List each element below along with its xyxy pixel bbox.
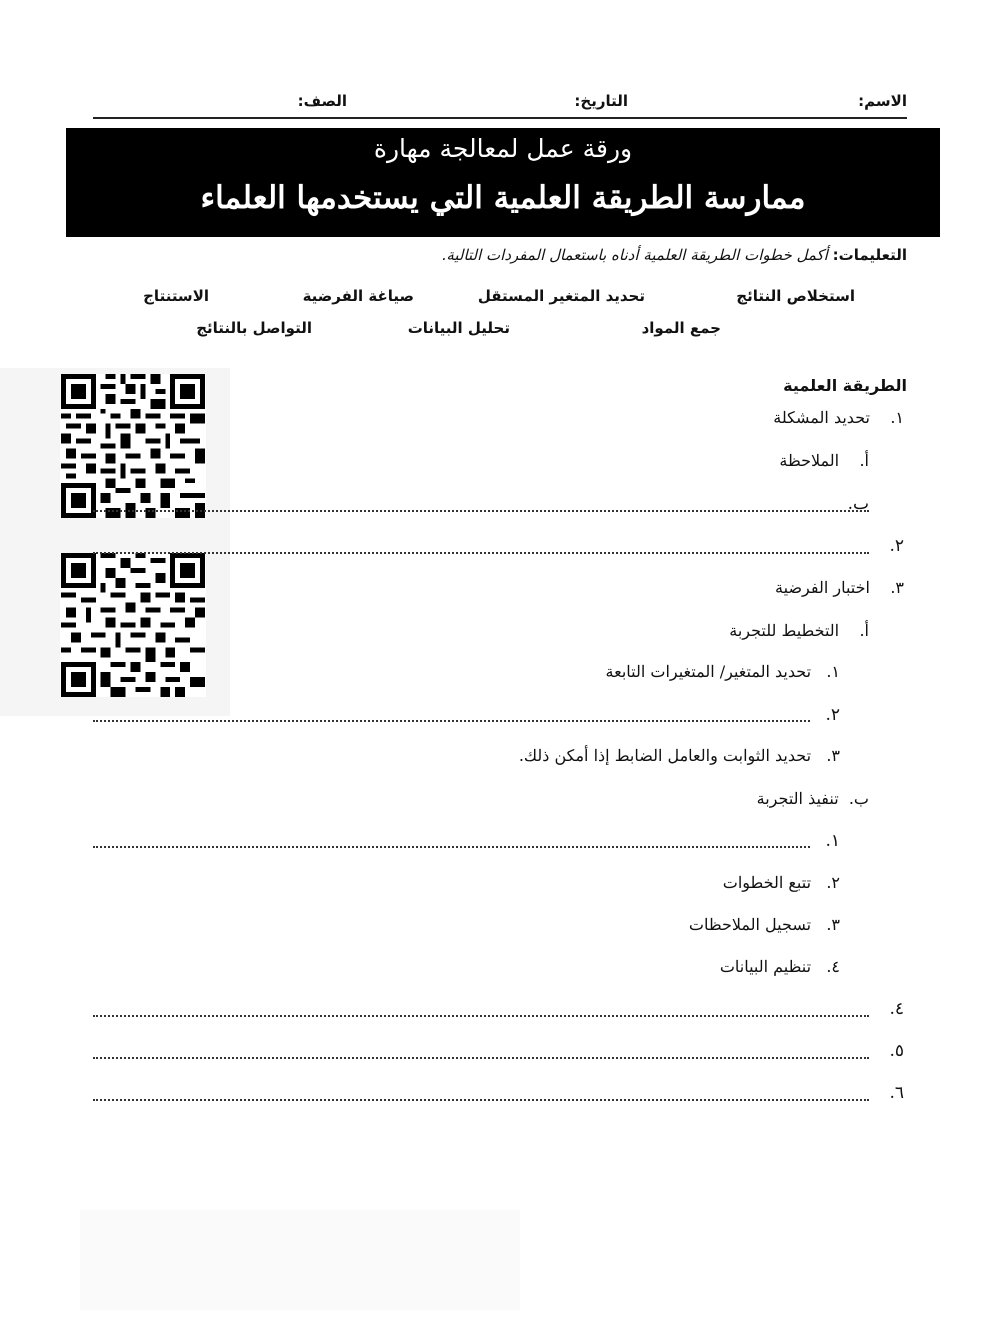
step-3b2 <box>723 873 840 892</box>
qr-code-icon <box>60 553 206 697</box>
step-number: ٣. <box>826 915 840 934</box>
instructions-label: التعليمات: <box>832 246 907 264</box>
class-label: الصف: <box>297 92 347 110</box>
step-number: ٢. <box>826 873 840 892</box>
answer-blank[interactable] <box>93 552 869 554</box>
step-number: ١. <box>825 831 840 851</box>
step-number: ٣. <box>826 746 840 765</box>
answer-blank[interactable] <box>93 510 869 512</box>
step-1a <box>779 451 869 470</box>
vocab-item: تحديد المتغير المستقل <box>477 287 645 305</box>
answer-blank[interactable] <box>93 1099 869 1101</box>
step-3a <box>729 621 869 640</box>
step-3b3 <box>689 915 840 934</box>
instructions-text: أكمل خطوات الطريقة العلمية أدناه باستعمال المفردات التالية. <box>441 246 828 264</box>
worksheet-title: ورقة عمل لمعالجة مهارة <box>373 134 633 163</box>
vocab-item: الاستنتاج <box>143 287 209 305</box>
step-text: تسجيل الملاحظات <box>688 915 812 934</box>
title-banner <box>66 128 940 237</box>
section-title: الطريقة العلمية <box>783 376 907 395</box>
step-number: أ. <box>859 451 869 470</box>
step-number: ٥. <box>889 1041 904 1061</box>
step-text: تنفيذ التجربة <box>756 789 839 808</box>
answer-blank[interactable] <box>93 720 810 722</box>
step-number: ٤. <box>889 999 904 1019</box>
instructions <box>442 246 907 264</box>
step-number: ٣. <box>890 578 904 597</box>
step-number: ٤. <box>826 957 840 976</box>
step-number: ٢. <box>825 705 840 725</box>
step-number: ١. <box>890 408 904 427</box>
step-3a3 <box>519 746 840 765</box>
step-text: تحديد المتغير/ المتغيرات التابعة <box>605 662 812 681</box>
background-patch <box>80 1210 520 1310</box>
step-number: ب. <box>847 494 869 514</box>
answer-blank[interactable] <box>93 846 810 848</box>
step-number: ٦. <box>889 1083 904 1103</box>
step-3b <box>757 789 869 808</box>
vocab-item: تحليل البيانات <box>407 319 510 337</box>
qr-code-icon <box>60 374 206 518</box>
step-text: الملاحظة <box>779 451 840 470</box>
name-label: الاسم: <box>858 92 907 110</box>
step-number: ٢. <box>889 536 904 556</box>
step-3a1 <box>606 662 840 681</box>
step-text: اختبار الفرضية <box>775 578 870 597</box>
answer-blank[interactable] <box>93 1015 869 1017</box>
vocab-item: التواصل بالنتائج <box>196 319 312 337</box>
step-1 <box>773 408 904 427</box>
answer-blank[interactable] <box>93 1057 869 1059</box>
step-number: أ. <box>859 621 869 640</box>
step-3b4 <box>720 957 840 976</box>
date-label: التاريخ: <box>574 92 628 110</box>
vocab-item: استخلاص النتائج <box>736 287 855 305</box>
step-text: تحديد الثوابت والعامل الضابط إذا أمكن ذلك. <box>518 746 812 765</box>
step-text: تنظيم البيانات <box>719 957 812 976</box>
worksheet-subtitle: ممارسة الطريقة العلمية التي يستخدمها العلماء <box>200 180 806 216</box>
vocab-item: صياغة الفرضية <box>302 287 414 305</box>
vocab-item: جمع المواد <box>641 319 721 337</box>
step-text: تحديد المشكلة <box>773 408 870 427</box>
step-3 <box>775 578 904 597</box>
step-text: تتبع الخطوات <box>722 873 812 892</box>
step-number: ب. <box>848 789 869 808</box>
step-number: ١. <box>826 662 840 681</box>
header-divider <box>93 117 907 119</box>
step-text: التخطيط للتجربة <box>729 621 840 640</box>
